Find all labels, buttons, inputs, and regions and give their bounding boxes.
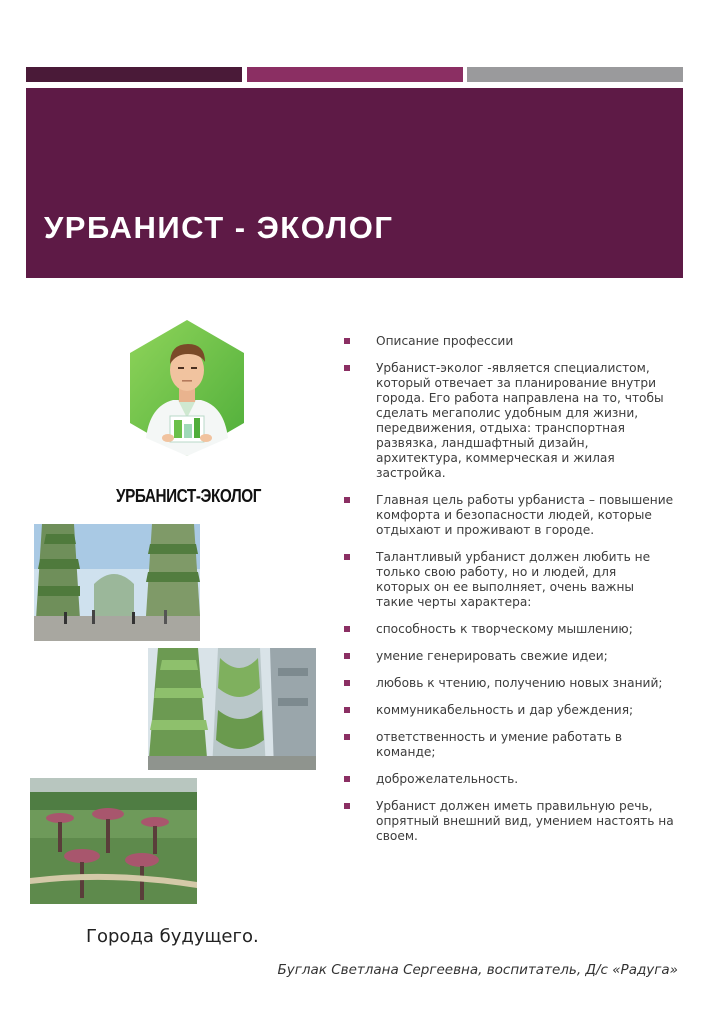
- bullet-icon: [344, 734, 350, 740]
- title-banner: [26, 88, 683, 278]
- list-item-text: умение генерировать свежие идеи;: [376, 649, 608, 663]
- bullet-icon: [344, 365, 350, 371]
- images-caption: Города будущего.: [86, 926, 259, 947]
- list-item: [344, 676, 674, 691]
- profession-list: [344, 334, 674, 856]
- list-item-text: способность к творческому мышлению;: [376, 622, 633, 636]
- list-item-text: Описание профессии: [376, 334, 514, 348]
- logo-caption: УРБАНИСТ-ЭКОЛОГ: [116, 486, 262, 506]
- green-towers-photo: [148, 648, 316, 770]
- list-item-text: коммуникабельность и дар убеждения;: [376, 703, 634, 717]
- list-item-text: Талантливый урбанист должен любить не только свою работу, но и людей, для которых он ее выполняет, очень важны такие черты характера:: [376, 550, 651, 609]
- list-item: [344, 361, 674, 481]
- list-item: [344, 550, 674, 610]
- list-item-text: Урбанист должен иметь правильную речь, опрятный внешний вид, умением настоять на своем.: [376, 799, 674, 843]
- bullet-icon: [344, 338, 350, 344]
- list-item-text: Урбанист-эколог -является специалистом, который отвечает за планирование внутри города. Его работа направлена на то, чтобы сделать мегаполис удобным для жизни, передвижения, отдыха: транспортная развязка, ландшафтный дизайн, архитектура, коммерческая и жилая застройка.: [376, 361, 664, 480]
- bullet-icon: [344, 680, 350, 686]
- bullet-icon: [344, 776, 350, 782]
- list-item: [344, 799, 674, 844]
- list-item-text: Главная цель работы урбаниста – повышение комфорта и безопасности людей, которые отдыхают и проживают в городе.: [376, 493, 674, 537]
- top-stripe-dark: [26, 67, 242, 82]
- list-item: [344, 334, 674, 349]
- urbanist-avatar-icon: [128, 318, 246, 458]
- list-item: [344, 622, 674, 637]
- future-city-photo: [34, 524, 200, 641]
- bullet-icon: [344, 626, 350, 632]
- top-stripe-magenta: [247, 67, 463, 82]
- list-item: [344, 493, 674, 538]
- list-item-text: доброжелательность.: [376, 772, 519, 786]
- bullet-icon: [344, 653, 350, 659]
- page-title: УРБАНИСТ - ЭКОЛОГ: [44, 210, 394, 245]
- list-item: [344, 772, 674, 787]
- list-item-text: любовь к чтению, получению новых знаний;: [376, 676, 663, 690]
- list-item: [344, 730, 674, 760]
- bullet-icon: [344, 497, 350, 503]
- bullet-icon: [344, 707, 350, 713]
- bullet-icon: [344, 803, 350, 809]
- garden-city-photo: [30, 778, 197, 904]
- list-item-text: ответственность и умение работать в команде;: [376, 730, 623, 759]
- list-item: [344, 703, 674, 718]
- top-stripe-gray: [467, 67, 683, 82]
- author-credit: Буглак Светлана Сергеевна, воспитатель, Д/с «Радуга»: [277, 962, 678, 978]
- bullet-icon: [344, 554, 350, 560]
- list-item: [344, 649, 674, 664]
